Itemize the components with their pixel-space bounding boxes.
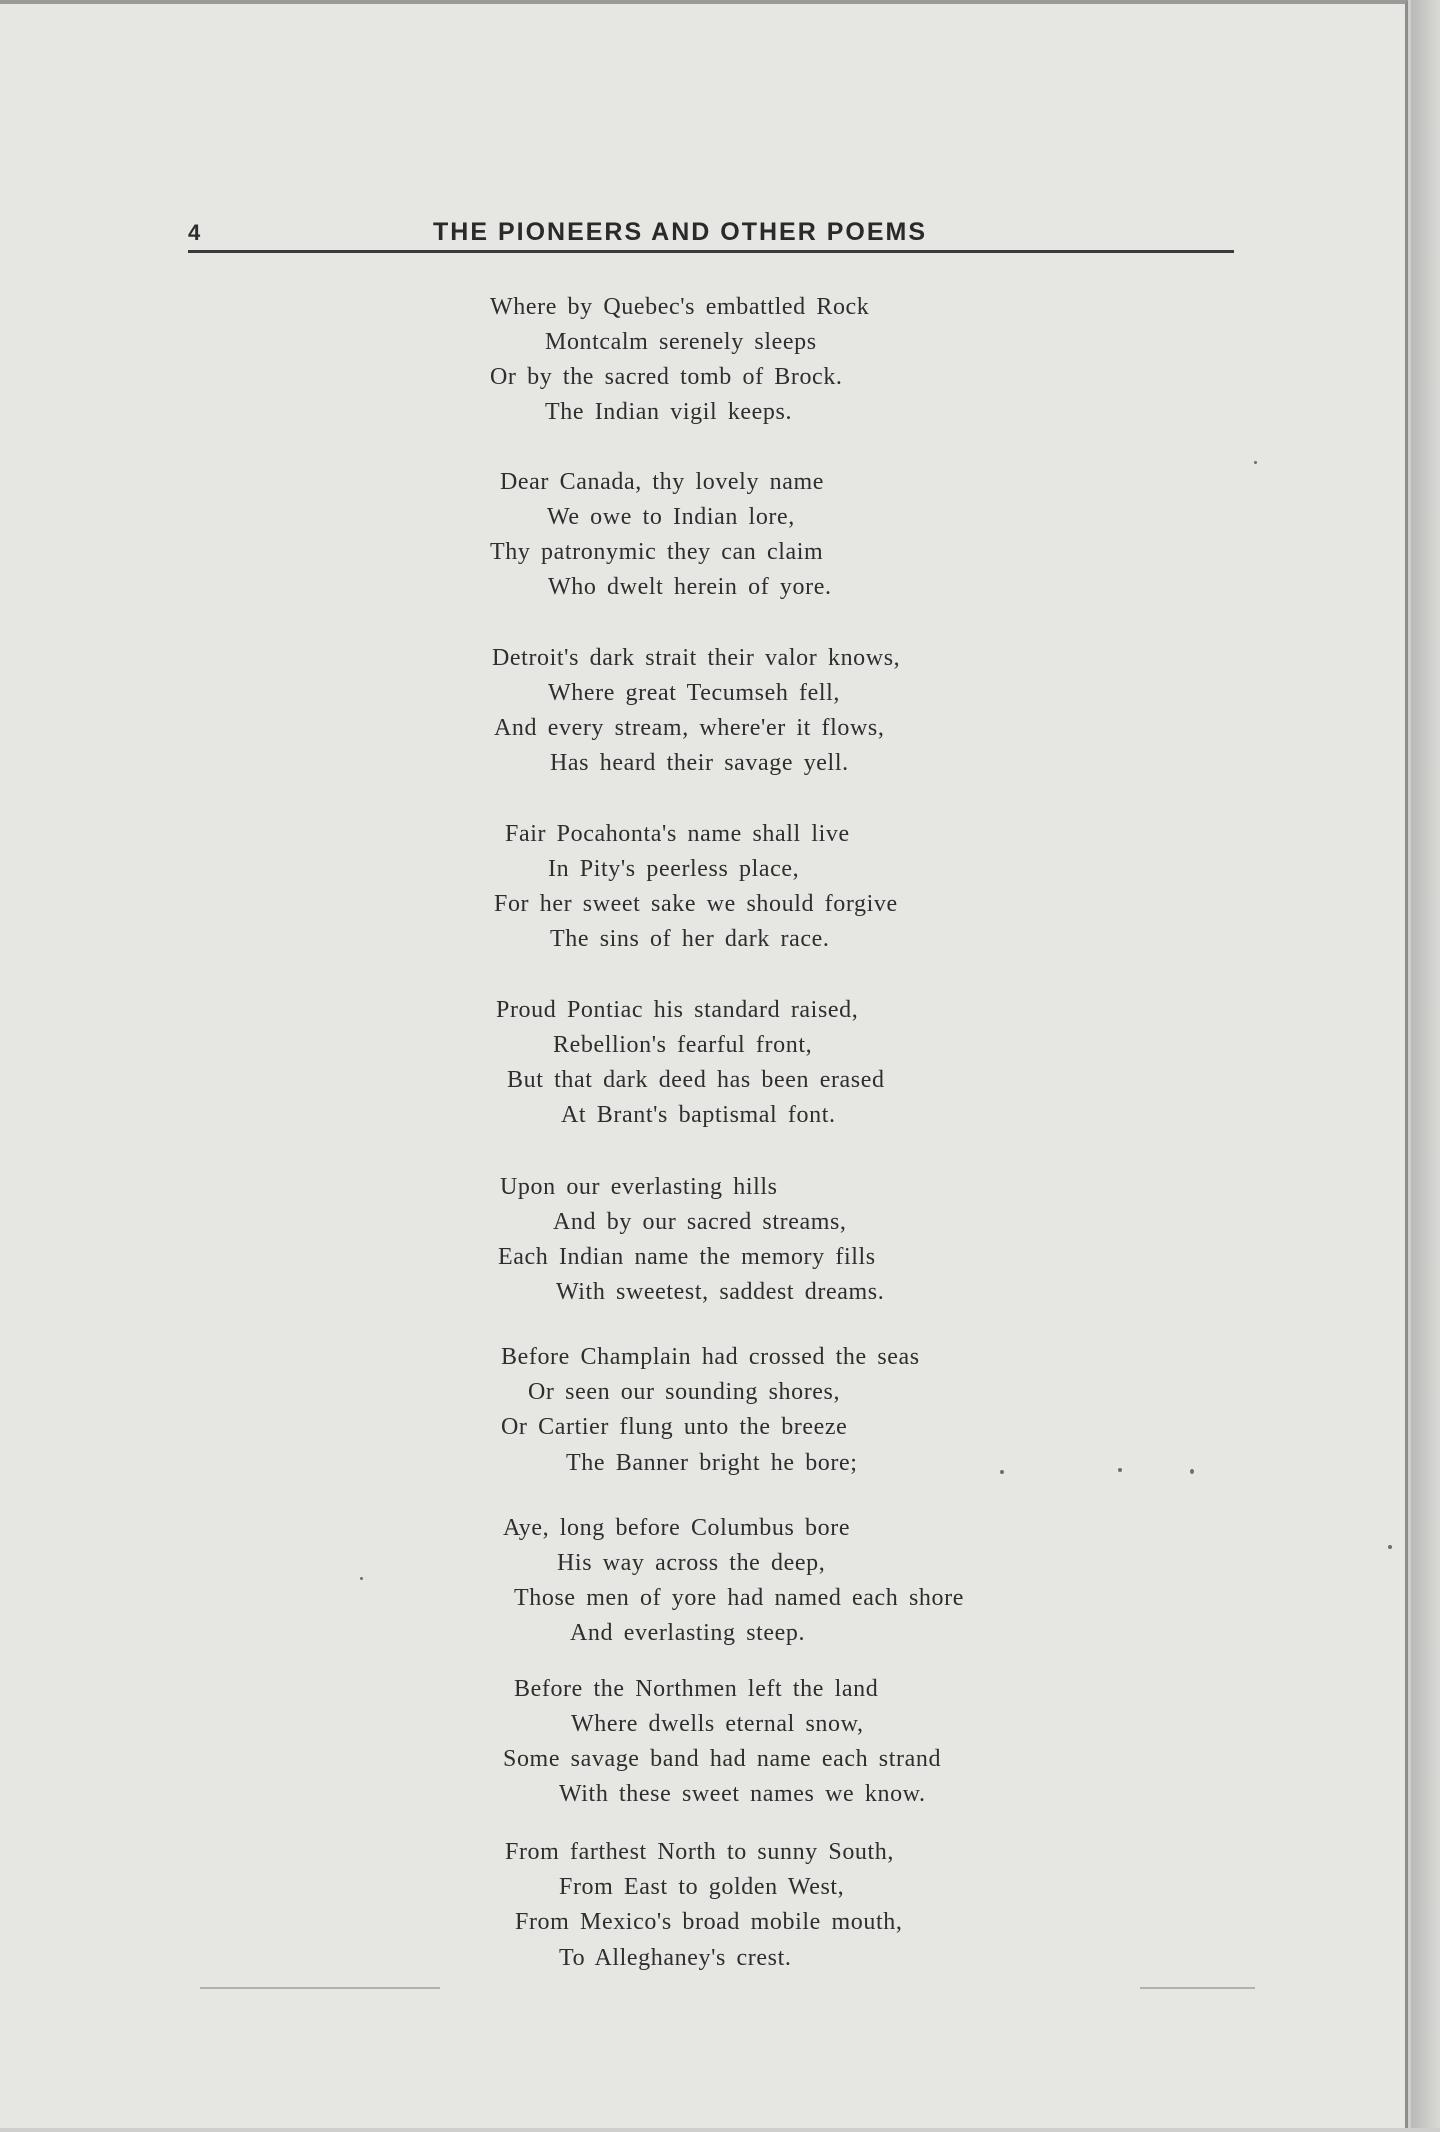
poem-line: Fair Pocahonta's name shall live: [505, 821, 850, 847]
poem-line: We owe to Indian lore,: [547, 504, 795, 530]
poem-line: From farthest North to sunny South,: [505, 1839, 894, 1865]
poem-line: Who dwelt herein of yore.: [548, 574, 832, 600]
poem-line: And everlasting steep.: [570, 1620, 806, 1646]
scan-mark: [1140, 1987, 1255, 1989]
poem-line: Before Champlain had crossed the seas: [501, 1344, 920, 1370]
poem-line: Where by Quebec's embattled Rock: [490, 294, 870, 320]
poem-line: With these sweet names we know.: [559, 1781, 926, 1807]
scan-speck: [1118, 1468, 1122, 1472]
poem-line: Or by the sacred tomb of Brock.: [490, 364, 843, 390]
poem-line: Some savage band had name each strand: [503, 1746, 942, 1772]
scan-speck: [1254, 461, 1257, 464]
page-number: 4: [188, 220, 201, 245]
poem-line: But that dark deed has been erased: [507, 1067, 885, 1093]
poem-line: Rebellion's fearful front,: [553, 1032, 813, 1058]
poem-line: With sweetest, saddest dreams.: [556, 1279, 885, 1305]
poem-line: From East to golden West,: [559, 1874, 845, 1900]
poem-line: Aye, long before Columbus bore: [503, 1515, 851, 1541]
poem-line: Detroit's dark strait their valor knows,: [492, 645, 901, 671]
poem-line: To Alleghaney's crest.: [559, 1945, 792, 1971]
poem-line: The Indian vigil keeps.: [545, 399, 793, 425]
poem-line: Where great Tecumseh fell,: [548, 680, 841, 706]
poem-line: Before the Northmen left the land: [514, 1676, 879, 1702]
scan-speck: [1190, 1469, 1194, 1474]
poem-line: Or seen our sounding shores,: [528, 1379, 841, 1405]
poem-line: Montcalm serenely sleeps: [545, 329, 817, 355]
poem-line: Proud Pontiac his standard raised,: [496, 997, 859, 1023]
poem-line: Those men of yore had named each shore: [514, 1585, 964, 1611]
page-edge: [1411, 0, 1440, 2128]
scan-mark: [200, 1987, 440, 1989]
poem-line: And every stream, where'er it flows,: [494, 715, 885, 741]
poem-line: Dear Canada, thy lovely name: [500, 469, 825, 495]
poem-line: Has heard their savage yell.: [550, 750, 849, 776]
poem-line: The sins of her dark race.: [550, 926, 830, 952]
poem-line: Upon our everlasting hills: [500, 1174, 778, 1200]
poem-line: In Pity's peerless place,: [548, 856, 800, 882]
scan-speck: [1000, 1470, 1004, 1474]
poem-line: Or Cartier flung unto the breeze: [501, 1414, 848, 1440]
poem-line: For her sweet sake we should forgive: [494, 891, 898, 917]
scan-speck: [1388, 1545, 1392, 1549]
poem-line: And by our sacred streams,: [553, 1209, 847, 1235]
poem-line: Each Indian name the memory fills: [498, 1244, 876, 1270]
poem-line: Where dwells eternal snow,: [571, 1711, 864, 1737]
poem-line: Thy patronymic they can claim: [490, 539, 824, 565]
poem-line: The Banner bright he bore;: [566, 1450, 858, 1476]
poem-line: From Mexico's broad mobile mouth,: [515, 1909, 903, 1935]
poem: [0, 4, 1408, 2132]
poem-line: At Brant's baptismal font.: [561, 1102, 836, 1128]
poem-line: His way across the deep,: [557, 1550, 826, 1576]
scan-speck: [360, 1577, 363, 1580]
running-head: THE PIONEERS AND OTHER POEMS: [433, 218, 928, 246]
